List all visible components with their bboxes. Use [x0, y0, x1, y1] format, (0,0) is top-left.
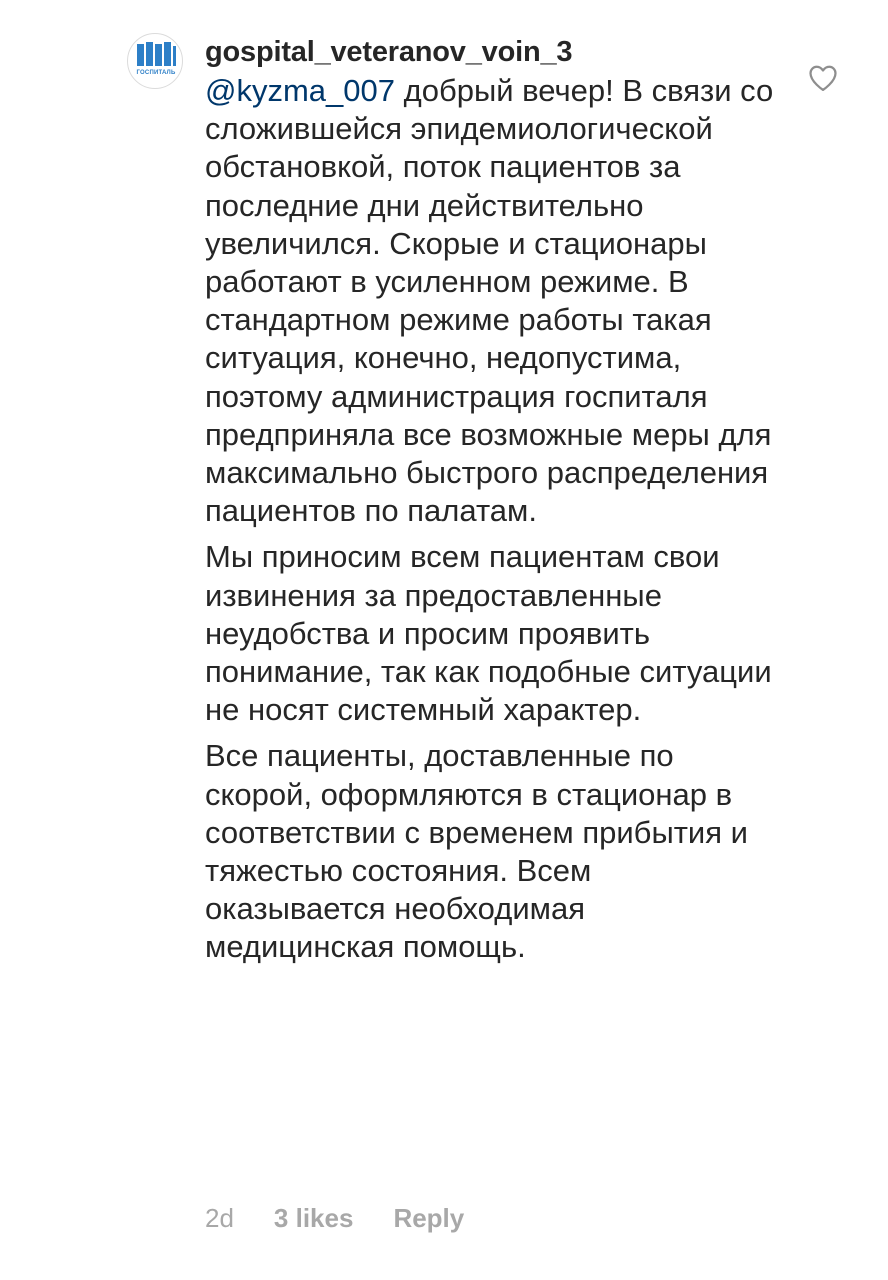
heart-outline-icon[interactable]: [808, 64, 838, 92]
comment-meta: [205, 1200, 464, 1236]
comment-paragraph: Мы приносим всем пациентам свои извинения за предоставленные неудобства и просим проявить понимание, так как подобные ситуации не носят системный характер.: [205, 539, 772, 728]
comment-paragraph: [205, 72, 775, 530]
comment-username[interactable]: gospital_veteranov_voin_3: [205, 36, 573, 68]
avatar-caption: ГОСПИТАЛЬ: [136, 70, 176, 76]
comment-text: добрый вечер! В связи со сложившейся эпидемиологической обстановкой, поток пациентов за последние дни действительно увеличился. Скорые и стационары работают в усиленном режиме. В стандартном режиме работы такая ситуация, конечно, недопустима, поэтому администрация госпиталя предприняла все возможные меры для максимально быстрого распределения пациентов по палатам.: [205, 73, 774, 529]
comment-paragraph: Все пациенты, доставленные по скорой, оформляются в стационар в соответствии с временем прибытия и тяжестью состояния. Всем оказывается необходимая медицинская помощь.: [205, 738, 748, 965]
avatar[interactable]: [127, 33, 183, 89]
mention-link[interactable]: @kyzma_007: [205, 73, 395, 108]
comment-body: [205, 34, 775, 967]
comment-time: 2d: [205, 1203, 234, 1233]
likes-count-link[interactable]: 3 likes: [273, 1203, 354, 1233]
hospital-logo-icon: [128, 34, 183, 89]
reply-button[interactable]: Reply: [393, 1203, 465, 1233]
